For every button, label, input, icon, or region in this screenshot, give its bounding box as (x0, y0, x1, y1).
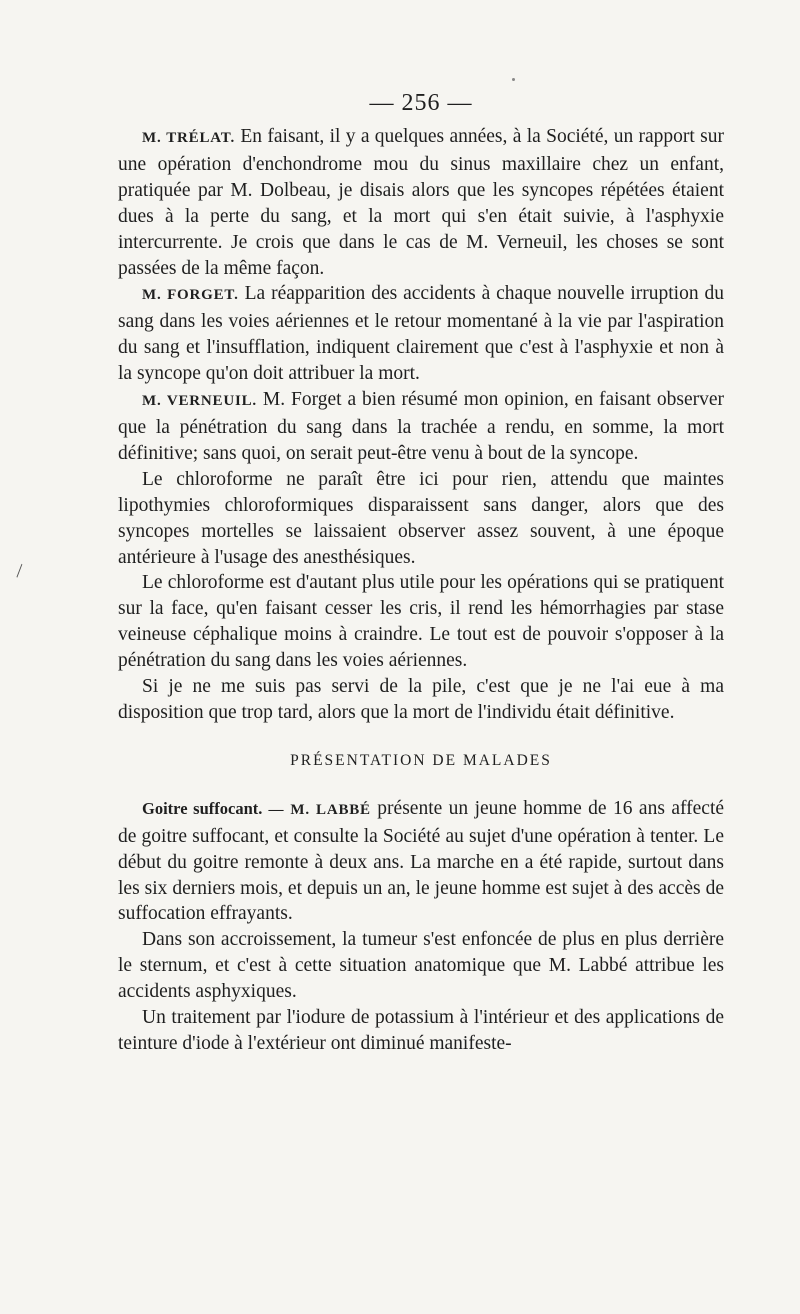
stray-dot (512, 78, 515, 81)
paragraph-text: La réapparition des accidents à chaque nouvelle irruption du sang dans les voies aériennes et le retour momentané à la vie par l'aspiration du sang et l'insufflation, indiquent clairement que c'est à l'asphyxie et non à la syncope qu'on doit attribuer la mort. (118, 283, 724, 385)
paragraph-text: Le chloroforme ne paraît être ici pour rien, attendu que maintes lipothymies chloroformiques disparaissent sans danger, alors que des syncopes mortelles se laissaient observer assez souvent, à une époque antérieure à l'usage des anesthésiques. (118, 468, 724, 568)
paragraph-chloroforme-2 (118, 570, 724, 674)
margin-mark: \ (9, 560, 29, 582)
paragraph-text: Le chloroforme est d'autant plus utile pour les opérations qui se pratiquent sur la face, qu'en faisant cesser les cris, il rend les hémorrhagies par stase veineuse céphalique moins à craindre. Le tout est de pouvoir s'opposer à la pénétration du sang dans les voies aériennes. (118, 572, 724, 672)
paragraph-text: Si je ne me suis pas servi de la pile, c'est que je ne l'ai eue à ma disposition que trop tard, alors que la mort de l'individu était définitive. (118, 676, 724, 723)
paragraph-text: Un traitement par l'iodure de potassium à l'intérieur et des applications de teinture d'iode à l'extérieur ont diminué manifeste- (118, 1007, 724, 1054)
paragraph-text: En faisant, il y a quelques années, à la Société, un rapport sur une opération d'enchondrome mou du sinus maxillaire chez un enfant, pratiquée par M. Dolbeau, je disais alors que les syncopes répétées étaient dues à la perte du sang, et la mort qui s'en était suivie, à l'asphyxie intercurrente. Je crois que dans le cas de M. Verneuil, les choses se sont passées de la même façon. (118, 126, 724, 279)
section-heading: PRÉSENTATION DE MALADES (290, 751, 552, 769)
book-page (118, 88, 724, 1057)
page-number: — 256 — (369, 90, 473, 116)
paragraph-text: présente un jeune homme de 16 ans affecté de goitre suffocant, et consulte la Société au sujet d'une opération à tenter. Le début du goitre remonte à deux ans. La marche en a été rapide, surtout dans les six derniers mois, et depuis un an, le jeune homme est sujet à des accès de suffocation effrayants. (118, 797, 725, 925)
paragraph-verneuil (118, 387, 724, 467)
paragraph-forget (118, 281, 724, 387)
paragraph-text: Dans son accroissement, la tumeur s'est enfoncée de plus en plus derrière le sternum, et c'est à cette situation anatomique que M. Labbé attribue les accidents asphyxiques. (118, 929, 724, 1003)
paragraph-traitement (118, 1005, 724, 1057)
speaker-name: M. TRÉLAT. (142, 130, 236, 146)
paragraph-trelat (118, 124, 724, 281)
paragraph-chloroforme-1 (118, 467, 724, 571)
speaker-name: M. FORGET. (142, 287, 239, 304)
paragraph-pile (118, 674, 724, 726)
speaker-name: M. VERNEUIL. (142, 393, 257, 410)
entry-title: Goitre suffocant. (142, 798, 263, 818)
paragraph-text: M. Forget a bien résumé mon opinion, en faisant observer que la pénétration du sang dans la trachée a rendu, en somme, la mort définitive; sans quoi, on serait peut-être venu à bout de la syncope. (118, 389, 724, 464)
paragraph-goitre (118, 796, 724, 928)
paragraph-sternum (118, 927, 724, 1005)
speaker-name: — M. LABBÉ (262, 801, 371, 818)
